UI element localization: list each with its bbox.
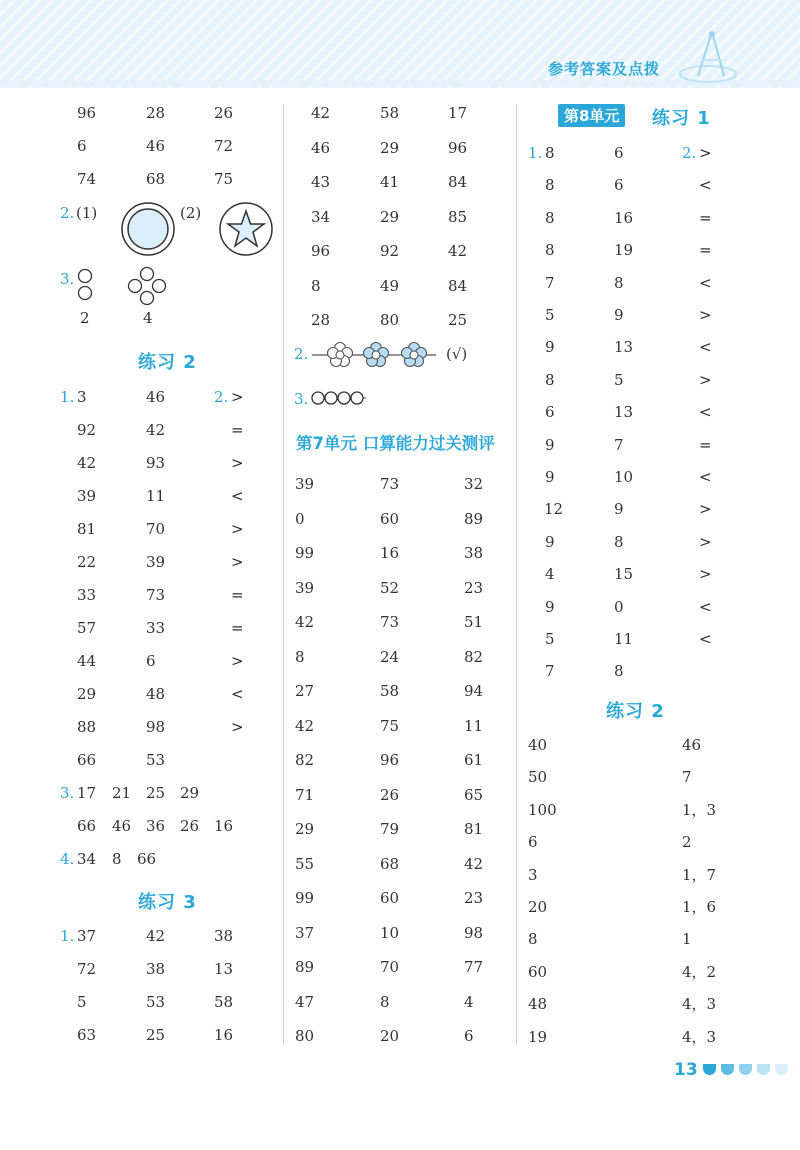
answer-number: 2	[80, 309, 90, 327]
answer-number: 40	[528, 736, 548, 754]
answer-number: 6	[528, 833, 538, 852]
answer-number: 34	[77, 850, 97, 868]
answer-number: 93	[146, 454, 166, 472]
answer-number: 16	[214, 1026, 234, 1044]
answer-number: 47	[295, 992, 315, 1011]
answer-number: 66	[137, 850, 157, 868]
answer-number: 48	[146, 685, 166, 703]
comparison-sign: >	[231, 520, 244, 538]
answer-number: 50	[528, 768, 548, 787]
answer-number: 26	[180, 817, 200, 835]
answer-number: 92	[77, 421, 97, 439]
answer-number: 29	[380, 138, 400, 157]
comparison-sign: =	[699, 435, 712, 454]
answer-number: 8	[545, 370, 555, 389]
answer-number: 25	[448, 311, 468, 329]
answer-number: 37	[77, 927, 97, 945]
answer-number: 63	[77, 1026, 97, 1044]
answer-number: 9	[614, 306, 624, 324]
decoration-dot	[775, 1064, 788, 1075]
answer-number: 42	[295, 613, 315, 631]
page-decoration-dots	[703, 1064, 799, 1076]
answer-number: 72	[214, 137, 234, 155]
answer-number: 70	[146, 520, 166, 538]
answer-number: 25	[146, 784, 166, 802]
answer-number: 46	[146, 388, 166, 406]
answer-number: 38	[464, 544, 484, 562]
answer-number: 58	[380, 104, 400, 122]
comparison-sign: =	[699, 241, 712, 260]
answer-number: 17	[448, 104, 468, 122]
answer-number: 29	[77, 685, 97, 703]
answer-number: 10	[614, 468, 634, 486]
sub-question-label: (2)	[180, 204, 202, 222]
answer-number: 77	[464, 958, 484, 976]
answer-number: 99	[295, 889, 315, 907]
comparison-sign: >	[699, 144, 712, 162]
answer-number: 11	[464, 716, 484, 735]
comparison-sign: >	[231, 388, 244, 406]
answer-number: 71	[295, 785, 315, 804]
answer-number: 66	[77, 751, 97, 769]
answer-number: 6	[464, 1027, 474, 1045]
answer-number: 42	[311, 104, 331, 122]
comparison-sign: <	[699, 468, 712, 486]
comparison-sign: >	[231, 718, 244, 736]
comparison-sign: <	[231, 487, 244, 505]
answer-number: 4，2	[682, 962, 717, 981]
answer-number: 46	[311, 138, 331, 157]
answer-number: 80	[380, 311, 400, 329]
answer-number: 84	[448, 173, 468, 191]
answer-number: 32	[464, 475, 484, 493]
answer-number: 4	[545, 565, 555, 584]
question-label: 2.	[682, 144, 697, 162]
answer-number: 20	[528, 898, 548, 916]
answer-number: 42	[295, 716, 315, 735]
answer-number: 46	[682, 736, 702, 754]
comparison-sign: =	[231, 619, 244, 637]
answer-number: 3	[528, 865, 538, 884]
answer-number: 13	[214, 960, 234, 978]
answer-number: 39	[146, 553, 166, 571]
answer-number: 25	[146, 1026, 166, 1044]
answer-number: 34	[311, 207, 331, 226]
answer-number: 53	[146, 993, 166, 1011]
answer-number: 7	[614, 435, 624, 454]
comparison-sign: <	[699, 338, 712, 357]
unit-7-heading: 第7单元 口算能力过关测评	[296, 434, 495, 453]
question-label: 3.	[294, 390, 309, 408]
answer-number: 75	[380, 716, 400, 735]
star-in-circle-icon	[218, 201, 274, 257]
answer-number: 5	[545, 306, 555, 324]
answer-number: 16	[214, 817, 234, 835]
answer-number: 1，3	[682, 800, 717, 819]
column-divider-1	[283, 104, 284, 1044]
answer-number: 100	[528, 800, 557, 819]
decoration-dot	[739, 1064, 752, 1075]
answer-number: 8	[295, 647, 305, 666]
comparison-sign: >	[231, 454, 244, 472]
answer-number: 9	[545, 338, 555, 357]
answer-number: 33	[146, 619, 166, 637]
answer-number: 27	[295, 682, 315, 700]
answer-number: 99	[295, 544, 315, 562]
answer-number: 84	[448, 276, 468, 295]
answer-number: 6	[77, 137, 87, 155]
flower-chain-icon	[310, 340, 438, 370]
answer-number: 4	[143, 309, 153, 327]
answer-number: 51	[464, 613, 484, 631]
answer-number: 13	[614, 403, 634, 422]
page-number: 13	[674, 1060, 698, 1080]
section-heading: 练习 2	[606, 701, 665, 722]
answer-number: 6	[545, 403, 555, 422]
answer-number: 53	[146, 751, 166, 769]
answer-number: 70	[380, 958, 400, 976]
answer-number: 26	[214, 104, 234, 122]
comparison-sign: >	[699, 370, 712, 389]
answer-number: 22	[77, 553, 97, 571]
answer-number: 29	[295, 820, 315, 838]
answer-number: 42	[464, 854, 484, 873]
answer-number: 39	[295, 475, 315, 493]
answer-number: 58	[214, 993, 234, 1011]
answer-number: 1，7	[682, 865, 717, 884]
comparison-sign: =	[231, 421, 244, 439]
answer-number: 0	[614, 597, 624, 616]
checkmark-answer: (√)	[446, 345, 468, 363]
answer-number: 96	[448, 138, 468, 157]
answer-number: 74	[77, 170, 97, 188]
answer-number: 46	[146, 137, 166, 155]
answer-number: 38	[146, 960, 166, 978]
answer-number: 8	[614, 532, 624, 551]
answer-number: 82	[295, 751, 315, 769]
question-label: 4.	[60, 850, 75, 868]
answer-number: 46	[112, 817, 132, 835]
answer-number: 23	[464, 578, 484, 597]
answer-number: 89	[464, 509, 484, 528]
answer-number: 3	[77, 388, 87, 406]
answer-number: 37	[295, 923, 315, 942]
question-label: 1.	[528, 144, 543, 162]
answer-number: 9	[545, 597, 555, 616]
answer-number: 96	[380, 751, 400, 769]
answer-number: 7	[545, 662, 555, 681]
answer-number: 7	[545, 273, 555, 292]
answer-number: 60	[528, 962, 548, 981]
answer-number: 8	[614, 273, 624, 292]
question-label: 1.	[60, 388, 75, 406]
decoration-dot	[721, 1064, 734, 1075]
answer-number: 9	[614, 500, 624, 519]
answer-number: 81	[464, 820, 484, 838]
answer-number: 4，3	[682, 1027, 717, 1046]
comparison-sign: <	[699, 403, 712, 422]
header-title: 参考答案及点拨	[548, 60, 661, 78]
answer-number: 28	[146, 104, 166, 122]
answer-number: 5	[614, 370, 624, 389]
answer-number: 49	[380, 276, 400, 295]
answer-number: 88	[77, 718, 97, 736]
answer-number: 16	[614, 208, 634, 227]
comparison-sign: <	[699, 597, 712, 616]
answer-number: 6	[614, 176, 624, 195]
answer-number: 20	[380, 1027, 400, 1045]
answer-number: 21	[112, 784, 132, 802]
answer-number: 96	[77, 104, 97, 122]
answer-number: 7	[682, 768, 692, 787]
answer-number: 44	[77, 652, 97, 670]
answer-number: 39	[295, 578, 315, 597]
answer-number: 16	[380, 544, 400, 562]
decoration-dot	[757, 1064, 770, 1075]
comparison-sign: =	[699, 208, 712, 227]
answer-number: 10	[380, 923, 400, 942]
answer-number: 73	[380, 613, 400, 631]
answer-number: 8	[614, 662, 624, 681]
two-circles-icon	[76, 268, 94, 302]
answer-number: 4，3	[682, 995, 717, 1014]
answer-number: 41	[380, 173, 400, 191]
answer-number: 13	[614, 338, 634, 357]
question-label: 2.	[214, 388, 229, 406]
answer-number: 5	[545, 630, 555, 648]
answer-number: 42	[146, 927, 166, 945]
answer-number: 72	[77, 960, 97, 978]
answer-number: 60	[380, 889, 400, 907]
four-beads-icon	[310, 389, 368, 407]
answer-number: 60	[380, 509, 400, 528]
answer-number: 28	[311, 311, 331, 329]
question-label: 2.	[60, 204, 75, 222]
answer-number: 8	[545, 241, 555, 260]
answer-number: 8	[311, 276, 321, 295]
answer-number: 1，6	[682, 898, 717, 916]
answer-number: 6	[614, 144, 624, 162]
answer-number: 42	[77, 454, 97, 472]
column-divider-2	[516, 104, 517, 1044]
answer-number: 39	[77, 487, 97, 505]
answer-number: 65	[464, 785, 484, 804]
answer-number: 8	[545, 144, 555, 162]
comparison-sign: <	[699, 273, 712, 292]
answer-number: 58	[380, 682, 400, 700]
answer-number: 52	[380, 578, 400, 597]
answer-number: 73	[380, 475, 400, 493]
answer-number: 98	[146, 718, 166, 736]
answer-number: 92	[380, 242, 400, 260]
answer-number: 57	[77, 619, 97, 637]
answer-number: 79	[380, 820, 400, 838]
answer-number: 2	[682, 833, 692, 852]
answer-number: 89	[295, 958, 315, 976]
concentric-circle-icon	[120, 201, 176, 257]
answer-number: 8	[545, 208, 555, 227]
section-heading: 练习 2	[138, 352, 197, 373]
answer-number: 81	[77, 520, 97, 538]
section-heading: 练习 3	[138, 892, 197, 913]
answer-number: 4	[464, 992, 474, 1011]
answer-number: 11	[614, 630, 634, 648]
answer-number: 9	[545, 435, 555, 454]
answer-number: 96	[311, 242, 331, 260]
question-label: 3.	[60, 784, 75, 802]
answer-number: 23	[464, 889, 484, 907]
answer-number: 8	[545, 176, 555, 195]
comparison-sign: >	[231, 652, 244, 670]
answer-number: 75	[214, 170, 234, 188]
question-label: 1.	[60, 927, 75, 945]
answer-number: 43	[311, 173, 331, 191]
answer-number: 68	[146, 170, 166, 188]
comparison-sign: >	[699, 532, 712, 551]
answer-number: 6	[146, 652, 156, 670]
question-label: 3.	[60, 270, 75, 288]
comparison-sign: <	[699, 176, 712, 195]
section-heading: 练习 1	[652, 108, 711, 129]
answer-number: 48	[528, 995, 548, 1014]
answer-number: 5	[77, 993, 87, 1011]
answer-number: 15	[614, 565, 634, 584]
answer-number: 29	[380, 207, 400, 226]
answer-number: 8	[112, 850, 122, 868]
answer-number: 26	[380, 785, 400, 804]
answer-number: 19	[528, 1027, 548, 1046]
comparison-sign: >	[231, 553, 244, 571]
sub-question-label: (1)	[76, 204, 98, 222]
answer-number: 9	[545, 532, 555, 551]
unit-8-badge: 第8单元	[558, 104, 625, 127]
answer-number: 38	[214, 927, 234, 945]
answer-number: 66	[77, 817, 97, 835]
answer-number: 19	[614, 241, 634, 260]
compass-ruler-icon	[676, 28, 746, 88]
answer-number: 73	[146, 586, 166, 604]
answer-number: 17	[77, 784, 97, 802]
answer-number: 0	[295, 509, 305, 528]
answer-number: 42	[448, 242, 468, 260]
answer-number: 8	[528, 930, 538, 949]
answer-number: 24	[380, 647, 400, 666]
answer-number: 8	[380, 992, 390, 1011]
question-label: 2.	[294, 345, 309, 363]
answer-number: 85	[448, 207, 468, 226]
answer-number: 33	[77, 586, 97, 604]
answer-number: 12	[544, 500, 564, 519]
answer-number: 82	[464, 647, 484, 666]
comparison-sign: >	[699, 565, 712, 584]
answer-number: 9	[545, 468, 555, 486]
answer-number: 55	[295, 854, 315, 873]
comparison-sign: =	[231, 586, 244, 604]
comparison-sign: <	[231, 685, 244, 703]
answer-number: 42	[146, 421, 166, 439]
comparison-sign: <	[699, 630, 712, 648]
answer-number: 94	[464, 682, 484, 700]
decoration-dot	[703, 1064, 716, 1075]
answer-number: 1	[682, 930, 692, 949]
answer-number: 68	[380, 854, 400, 873]
answer-number: 80	[295, 1027, 315, 1045]
four-circles-icon	[126, 266, 168, 306]
answer-number: 36	[146, 817, 166, 835]
answer-number: 29	[180, 784, 200, 802]
comparison-sign: >	[699, 306, 712, 324]
comparison-sign: >	[699, 500, 712, 519]
answer-number: 61	[464, 751, 484, 769]
answer-number: 11	[146, 487, 166, 505]
answer-number: 98	[464, 923, 484, 942]
